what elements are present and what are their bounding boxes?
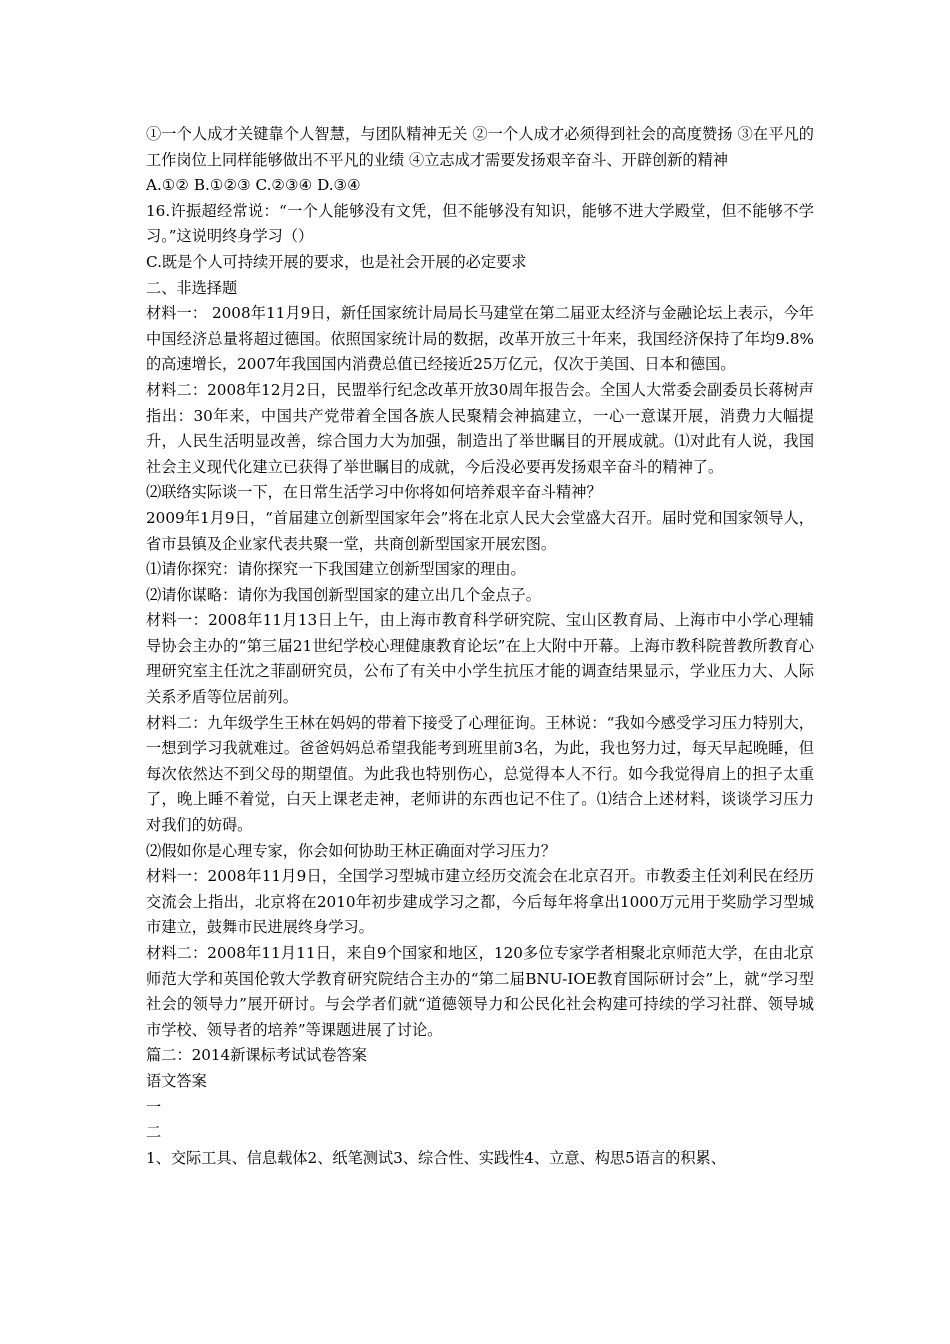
paragraph-part-two-title: 篇二：2014新课标考试试卷答案 bbox=[146, 1046, 367, 1065]
paragraph-material-two-seminar: 材料二：2008年11月11日，来自9个国家和地区，120多位专家学者相聚北京师范大学，在由北京师范大学和英国伦敦大学教育研究院结合主办的“第二届BNU-IOE教育国际研讨会”上，就“学习型社会的领导力”展开研讨。与会学者们就“道德领导力和公民化社会构建可持续的学习社群、领导城市学校、领导者的培养”等课题进展了讨论。 bbox=[146, 944, 814, 1039]
paragraph-section-two: 二 bbox=[146, 1123, 162, 1142]
paragraph-question-2-struggle: ⑵联络实际谈一下，在日常生活学习中你将如何培养艰辛奋斗精神？ bbox=[146, 483, 602, 502]
paragraph-options-list: ①一个人成才关键靠个人智慧，与团队精神无关 ②一个人成才必须得到社会的高度赞扬 ③在平凡的工作岗位上同样能够做出不平凡的业绩 ④立志成才需要发扬艰辛奋斗、开辟创新的精神 bbox=[146, 125, 814, 169]
paragraph-material-two-wanglin: 材料二：九年级学生王林在妈妈的带着下接受了心理征询。王林说：“我如今感受学习压力特别大，一想到学习我就难过。爸爸妈妈总希望我能考到班里前3名，为此，我也努力过，每天早起晚睡，但每次依然达不到父母的期望值。为此我也特别伤心，总觉得本人不行。如今我觉得肩上的担子太重了，晚上睡不着觉，白天上课老走神，老师讲的东西也记不住了。⑴结合上述材料，谈谈学习压力对我们的妨碍。 bbox=[146, 713, 814, 835]
paragraph-option-c: C.既是个人可持续开展的要求，也是社会开展的必定要求 bbox=[146, 252, 527, 271]
paragraph-material-one-psychology: 材料一：2008年11月13日上午，由上海市教育科学研究院、宝山区教育局、上海市中小学心理辅导协会主办的“第三届21世纪学校心理健康教育论坛”在上大附中开幕。上海市教科院普教所教育心理研究室主任沈之菲副研究员，公布了有关中小学生抗压才能的调查结果显示，学业压力大、人际关系矛盾等位居前列。 bbox=[146, 611, 814, 707]
paragraph-section-one: 一 bbox=[146, 1097, 162, 1116]
section-heading-non-choice: 二、非选择题 bbox=[146, 278, 238, 297]
paragraph-question-explore: ⑴请你探究：请你探究一下我国建立创新型国家的理由。 bbox=[146, 560, 526, 579]
paragraph-chinese-answers-title: 语文答案 bbox=[146, 1071, 207, 1090]
paragraph-material-two-reform: 材料二：2008年12月2日，民盟举行纪念改革开放30周年报告会。全国人大常委会副委员长蒋树声指出：30年来，中国共产党带着全国各族人民聚精会神搞建立，一心一意谋开展，消费力大幅提升，人民生活明显改善，综合国力大为加强，制造出了举世瞩目的开展成就。⑴对此有人说，我国社会主义现代化建立已获得了举世瞩目的成就，今后没必要再发扬艰辛奋斗的精神了。 bbox=[146, 380, 814, 476]
paragraph-innovation-conference: 2009年1月9日，“首届建立创新型国家年会”将在北京人民大会堂盛大召开。届时党和国家领导人，省市县镇及企业家代表共聚一堂，共商创新型国家开展宏图。 bbox=[146, 508, 814, 553]
paragraph-question-strategy: ⑵请你谋略：请你为我国创新型国家的建立出几个金点子。 bbox=[146, 585, 541, 604]
document-page bbox=[146, 122, 814, 1171]
paragraph-question-16: 16.许振超经常说：“一个人能够没有文凭，但不能够没有知识，能够不进大学殿堂，但不能够不学习。”这说明终身学习（） bbox=[146, 201, 814, 246]
paragraph-question-psychologist: ⑵假如你是心理专家，你会如何协助王林正确面对学习压力？ bbox=[146, 841, 557, 860]
paragraph-answer-choices: A.①② B.①②③ C.②③④ D.③④ bbox=[146, 176, 361, 195]
paragraph-material-one-economy: 材料一： 2008年11月9日，新任国家统计局局长马建堂在第二届亚太经济与金融论坛上表示，今年中国经济总量将超过德国。依照国家统计局的数据，改革开放三十年来，我国经济保持了年均9.8%的高速增长，2007年我国国内消费总值已经接近25万亿元，仅次于美国、日本和德国。 bbox=[146, 304, 814, 374]
paragraph-answers-list: 1、交际工具、信息载体2、纸笔测试3、综合性、实践性4、立意、构思5语言的积累、 bbox=[146, 1148, 726, 1167]
paragraph-material-one-learning-city: 材料一：2008年11月9日，全国学习型城市建立经历交流会在北京召开。市教委主任刘利民在经历交流会上指出，北京将在2010年初步建成学习之都，今后每年将拿出1000万元用于奖励学习型城市建立，鼓舞市民进展终身学习。 bbox=[146, 867, 814, 937]
